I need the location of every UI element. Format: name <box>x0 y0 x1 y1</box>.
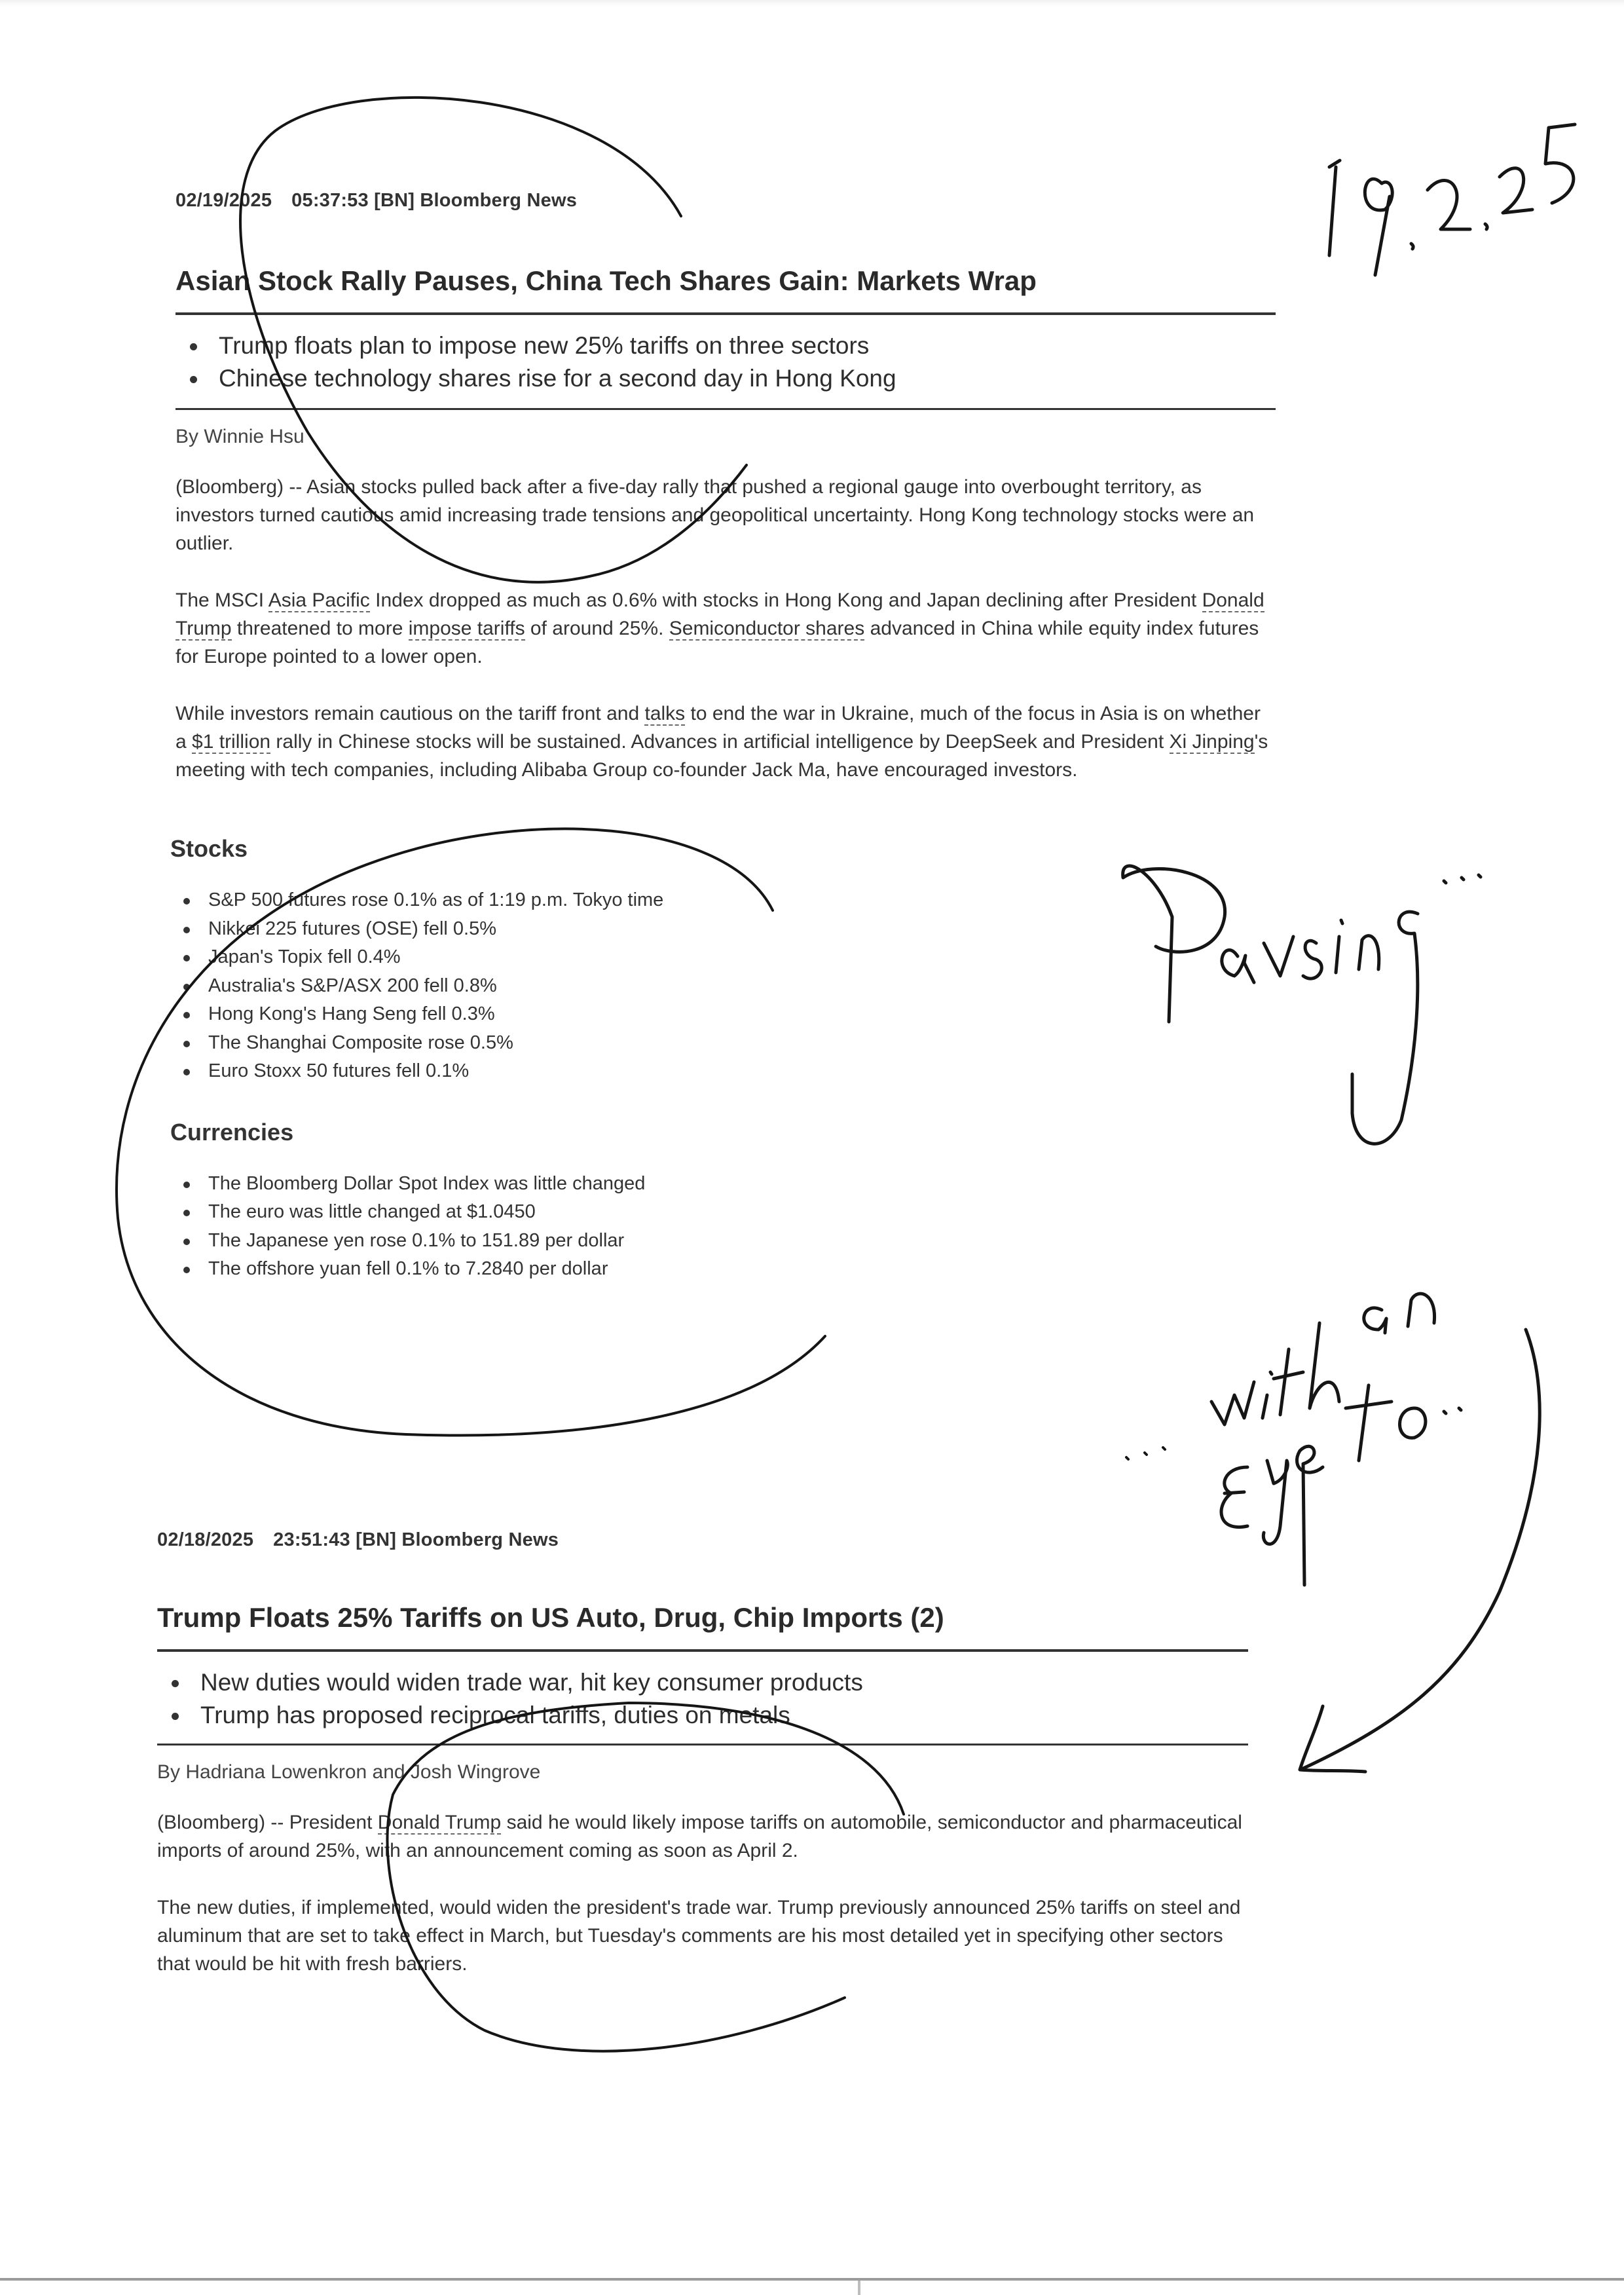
text-run: threatened to more <box>231 618 409 639</box>
article-time-source: 05:37:53 [BN] Bloomberg News <box>291 190 578 211</box>
summary-rule <box>175 408 1276 410</box>
stocks-item: Nikkei 225 futures (OSE) fell 0.5% <box>175 915 1276 944</box>
text-run: While investors remain cautious on the tariff front and <box>175 703 645 724</box>
currencies-item: The Bloomberg Dollar Spot Index was little changed <box>175 1170 1276 1199</box>
paragraph-1: (Bloomberg) -- Asian stocks pulled back after a five-day rally that pushed a regional gauge into overbought territory, as investors turned cautious amid increasing trade tensions and geopolitical uncertainty. Hong Kong technology stocks were an outlier. <box>175 476 1255 554</box>
article-date: 02/18/2025 <box>157 1529 254 1550</box>
text-run: to end the war in Ukraine, much of the focus in Asia is on whether a <box>175 703 1261 753</box>
currencies-list <box>175 1170 1276 1284</box>
stocks-item: S&P 500 futures rose 0.1% as of 1:19 p.m. Tokyo time <box>175 886 1276 915</box>
paragraph-3 <box>175 700 1276 784</box>
article-time-source: 23:51:43 [BN] Bloomberg News <box>273 1529 559 1550</box>
paragraph-2: The new duties, if implemented, would widen the president's trade war. Trump previously announced 25% tariffs on steel and aluminum that are set to take effect in March, but Tuesday's comments are his most detailed yet in specifying other sectors that would be hit with fresh barriers. <box>157 1897 1241 1975</box>
summary-bullets <box>157 1666 1248 1732</box>
link-xi-jinping[interactable]: Xi Jinping <box>1169 731 1255 753</box>
paragraph-2 <box>175 586 1276 671</box>
summary-bullet: Trump floats plan to impose new 25% tariffs on three sectors <box>175 329 1276 362</box>
stocks-item: The Shanghai Composite rose 0.5% <box>175 1029 1276 1058</box>
paragraph-1 <box>157 1808 1248 1865</box>
currencies-heading: Currencies <box>170 1118 294 1146</box>
article-headline: Asian Stock Rally Pauses, China Tech Shares Gain: Markets Wrap <box>175 265 1037 296</box>
link-impose-tariffs[interactable]: impose tariffs <box>408 618 525 639</box>
headline-rule <box>175 312 1276 315</box>
stocks-item: Hong Kong's Hang Seng fell 0.3% <box>175 1000 1276 1029</box>
text-run: said he would likely impose tariffs on automobile, semiconductor and pharmaceutical imports of around 25%, with an announcement coming as soon as April 2. <box>157 1812 1242 1861</box>
article-headline: Trump Floats 25% Tariffs on US Auto, Drug, Chip Imports (2) <box>157 1602 944 1633</box>
text-run: (Bloomberg) -- President <box>157 1812 378 1833</box>
currencies-item: The Japanese yen rose 0.1% to 151.89 per dollar <box>175 1227 1276 1256</box>
stocks-item: Australia's S&P/ASX 200 fell 0.8% <box>175 972 1276 1001</box>
summary-rule <box>157 1744 1248 1745</box>
text-run: 's meeting with tech companies, including Alibaba Group co-founder Jack Ma, have encouraged investors. <box>175 731 1268 781</box>
byline: By Hadriana Lowenkron and Josh Wingrove <box>157 1761 541 1783</box>
byline: By Winnie Hsu <box>175 426 304 447</box>
scan-edge-mark <box>858 2281 860 2295</box>
scan-edge-top <box>0 0 1624 7</box>
article-trump-floats-tariffs <box>157 1529 1248 1978</box>
headline-rule <box>157 1649 1248 1652</box>
summary-bullet: New duties would widen trade war, hit key consumer products <box>157 1666 1248 1699</box>
stocks-item: Japan's Topix fell 0.4% <box>175 943 1276 972</box>
summary-bullet: Trump has proposed reciprocal tariffs, duties on metals <box>157 1699 1248 1732</box>
article-asian-stock-rally <box>170 190 1276 1284</box>
summary-bullets <box>175 329 1276 395</box>
text-run: The MSCI <box>175 589 268 611</box>
text-run: Index dropped as much as 0.6% with stocks in Hong Kong and Japan declining after President <box>369 589 1202 611</box>
text-run: of around 25%. <box>525 618 669 639</box>
currencies-item: The euro was little changed at $1.0450 <box>175 1198 1276 1227</box>
link-asia-pacific[interactable]: Asia Pacific <box>268 589 370 611</box>
stocks-heading: Stocks <box>170 835 248 862</box>
summary-bullet: Chinese technology shares rise for a second day in Hong Kong <box>175 362 1276 395</box>
text-run: advanced in China while equity index futures for Europe pointed to a lower open. <box>175 618 1259 667</box>
link-talks[interactable]: talks <box>644 703 686 724</box>
text-run: rally in Chinese stocks will be sustained. Advances in artificial intelligence by DeepSeek and President <box>270 731 1170 753</box>
article-date: 02/19/2025 <box>175 190 272 211</box>
article-meta <box>175 190 1276 212</box>
link-donald-trump[interactable]: Donald Trump <box>175 589 1264 639</box>
handwritten-date-note <box>1329 124 1575 275</box>
link-donald-trump[interactable]: Donald Trump <box>377 1812 502 1833</box>
article-meta <box>157 1529 1248 1551</box>
currencies-item: The offshore yuan fell 0.1% to 7.2840 per dollar <box>175 1255 1276 1284</box>
link-semiconductor-shares[interactable]: Semiconductor shares <box>669 618 865 639</box>
link-1-trillion[interactable]: $1 trillion <box>192 731 271 753</box>
scan-edge-bottom <box>0 2278 1624 2281</box>
stocks-list <box>175 886 1276 1086</box>
stocks-item: Euro Stoxx 50 futures fell 0.1% <box>175 1057 1276 1086</box>
